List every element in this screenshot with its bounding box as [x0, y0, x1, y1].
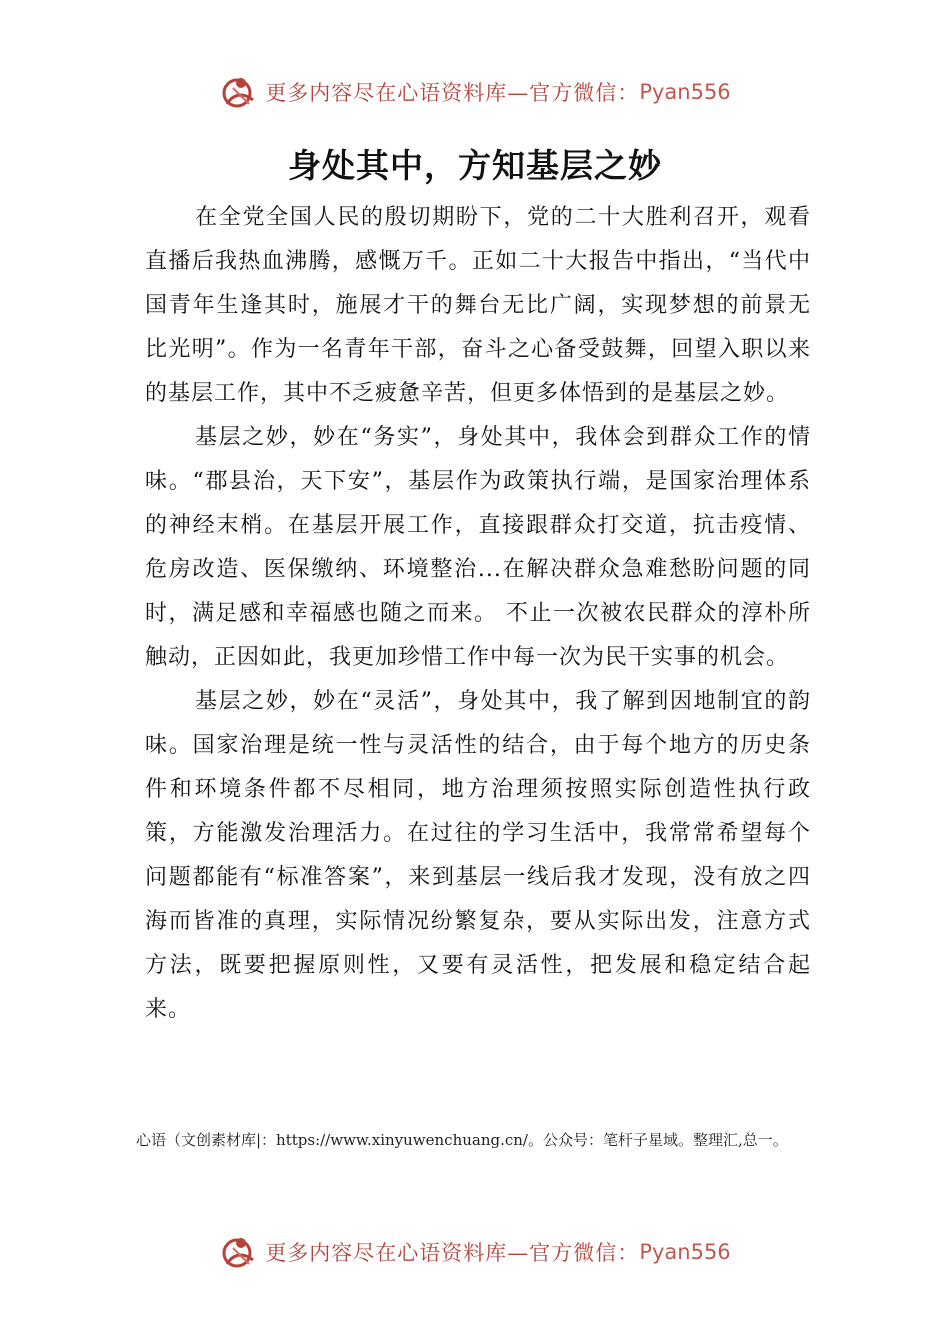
page-title: 身处其中，方知基层之妙: [288, 146, 662, 185]
paragraph-3: 基层之妙，妙在“灵活”，身处其中，我了解到因地制宜的韵味。国家治理是统一性与灵活性的结合，由于每个地方的历史条件和环境条件都不尽相同，地方治理须按照实际创造性执行政策，方能激发治理活力。在过往的学习生活中，我常常希望每个问题都能有“标准答案”，来到基层一线后我才发现，没有放之四海而皆准的真理，实际情况纷繁复杂，要从实际出发，注意方式方法，既要把握原则性，又要有灵活性，把发展和稳定结合起来。: [145, 689, 811, 1022]
paragraph-1: 在全党全国人民的殷切期盼下，党的二十大胜利召开，观看直播后我热血沸腾，感慨万千。正如二十大报告中指出，“当代中国青年生逢其时，施展才干的舞台无比广阔，实现梦想的前景无比光明”。作为一名青年干部，奋斗之心备受鼓舞，回望入职以来的基层工作，其中不乏疲惫辛苦，但更多体悟到的是基层之妙。: [145, 205, 811, 406]
stylized-person-logo-icon: [219, 74, 259, 110]
stylized-person-logo-icon: [219, 1234, 259, 1270]
banner-text: 更多内容尽在心语资料库—官方微信：: [265, 81, 640, 105]
header-watermark-banner: [0, 72, 950, 112]
banner-account: Pyan556: [639, 80, 731, 104]
source-note: 心语（文创素材库|：https://www.xinyuwenchuang.cn/。公众号：笔杆子星域。整理汇,总一。: [136, 1131, 788, 1149]
banner-account: Pyan556: [639, 1240, 731, 1264]
banner-text: 更多内容尽在心语资料库—官方微信：: [265, 1241, 640, 1265]
paragraph-2: 基层之妙，妙在“务实”，身处其中，我体会到群众工作的情味。“郡县治，天下安”，基层作为政策执行端，是国家治理体系的神经末梢。在基层开展工作，直接跟群众打交道，抗击疫情、危房改造、医保缴纳、环境整治...在解决群众急难愁盼问题的同时，满足感和幸福感也随之而来。 不止一次被农民群众的淳朴所触动，正因如此，我更加珍惜工作中每一次为民干实事的机会。: [145, 425, 811, 670]
footer-watermark-banner: [0, 1232, 950, 1272]
article-body: [145, 196, 811, 1032]
